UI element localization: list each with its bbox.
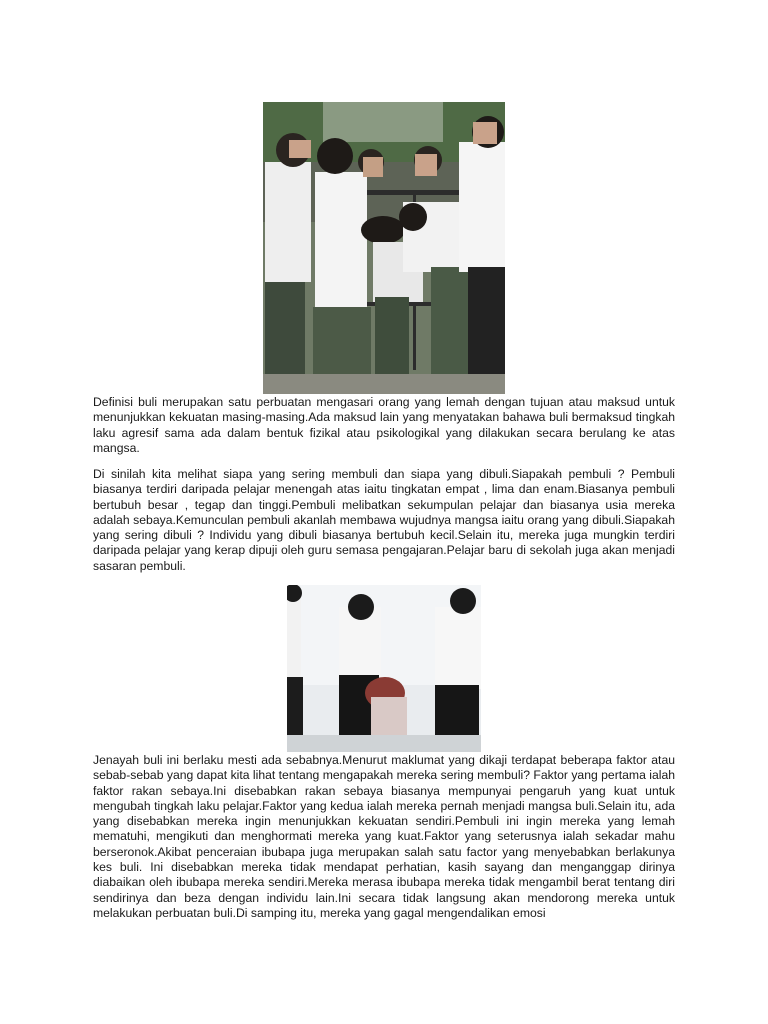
bullying-photo-group <box>263 102 505 394</box>
bullying-photo-group-illustration <box>263 102 505 394</box>
bullying-photo-wall <box>287 585 481 752</box>
paragraph-who-bullies: Di sinilah kita melihat siapa yang sering membuli dan siapa yang dibuli.Siapakah pembuli ? Pembuli biasanya terdiri daripada pelajar menengah atas iaitu tingkatan empat , lima dan enam.Biasanya pembuli bertubuh besar , tegap dan tinggi.Pembuli melibatkan sekumpulan pelajar dan biasanya usia mereka adalah sebaya.Kemunculan pembuli akanlah membawa wujudnya mangsa iaitu orang yang dibuli.Siapakah yang sering dibuli ? Individu yang dibuli biasanya bertubuh kecil.Selain itu, mereka juga mungkin terdiri daripada pelajar yang kerap dipuji oleh guru semasa pengajaran.Pelajar baru di sekolah juga akan menjadi sasaran pembuli. <box>93 467 675 573</box>
paragraph-definition: Definisi buli merupakan satu perbuatan mengasari orang yang lemah dengan tujuan atau maksud untuk menunjukkan kekuatan masing-masing.Ada maksud lain yang menyatakan bahawa buli bermaksud tingkah laku agresif sama ada dalam bentuk fizikal atau psikologikal yang dilakukan secara berulang ke atas mangsa. <box>93 395 675 455</box>
bullying-photo-wall-illustration <box>287 585 481 752</box>
paragraph-causes: Jenayah buli ini berlaku mesti ada sebabnya.Menurut maklumat yang dikaji terdapat beberapa faktor atau sebab-sebab yang dapat kita lihat tentang mengapakah mereka sering membuli? Faktor yang pertama ialah faktor rakan sebaya.Ini disebabkan rakan sebaya biasanya mempunyai pengaruh yang kuat untuk mengubah tingkah laku pelajar.Faktor yang kedua ialah mereka pernah menjadi mangsa buli.Selain itu, ada yang disebabkan mereka ingin menunjukkan kekuatan sendiri.Pembuli ini ingin mereka yang lemah mematuhi, mengikuti dan menghormati mereka yang kuat.Faktor yang seterusnya ialah sekadar mahu berseronok.Akibat penceraian ibubapa juga merupakan salah satu factor yang menyebabkan berlakunya kes buli. Ini disebabkan mereka tidak mendapat perhatian, kasih sayang dan menganggap dirinya diabaikan oleh ibubapa mereka sendiri.Mereka merasa ibubapa mereka tidak mengambil berat tentang diri sendirinya dan beza dengan individu lain.Ini secara tidak langsung akan mendorong mereka untuk melakukan perbuatan buli.Di samping itu, mereka yang gagal mengendalikan emosi <box>93 753 675 920</box>
